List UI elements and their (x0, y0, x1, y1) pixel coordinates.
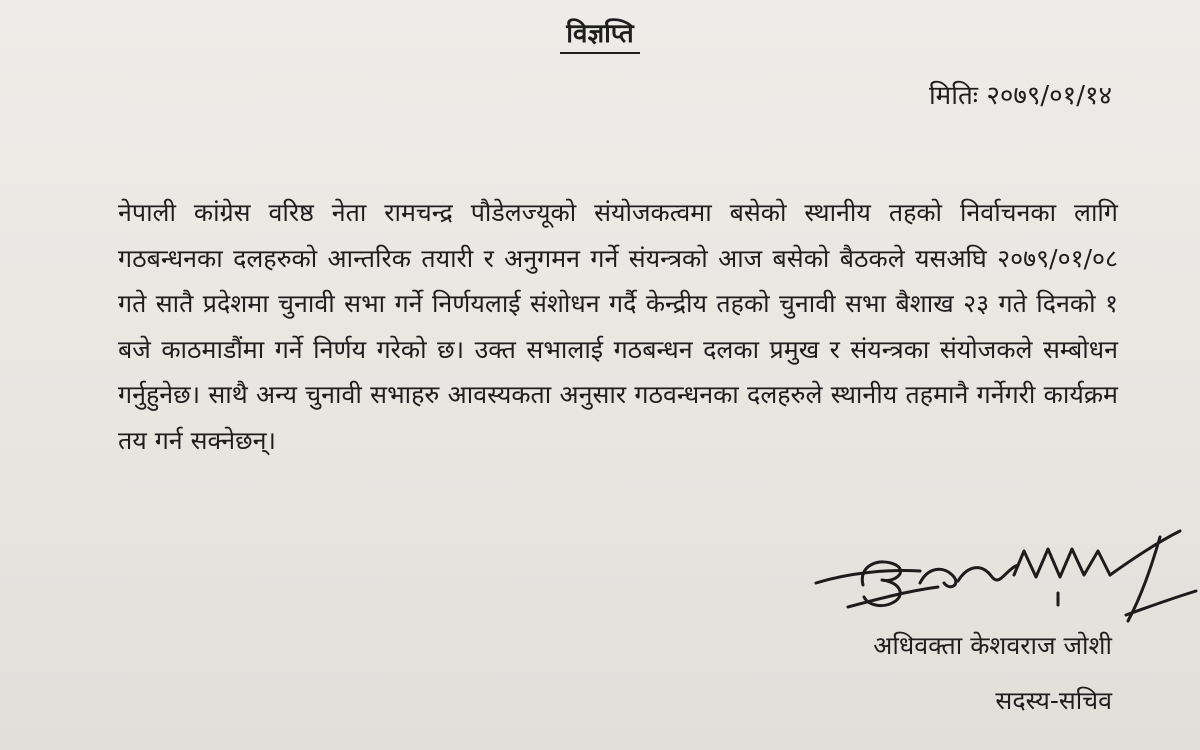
date-label: मितिः (928, 81, 979, 111)
notice-title-text: विज्ञप्ति (560, 14, 639, 54)
date-value: २०७९/०१/१४ (986, 81, 1112, 111)
signer-title: सदस्य-सचिव (995, 686, 1112, 715)
signer-name: अधिवक्ता केशवराज जोशी (873, 631, 1112, 660)
notice-body: नेपाली कांग्रेस वरिष्ठ नेता रामचन्द्र पौडेलज्यूको संयोजकत्वमा बसेको स्थानीय तहको निर्वाचनका लागि गठबन्धनका दलहरुको आन्तरिक तयारी र अनुगमन गर्ने संयन्त्रको आज बसेको बैठकले यसअघि २०७९/०१/०८ गते सातै प्रदेशमा चुनावी सभा गर्ने निर्णयलाई संशोधन गर्दै केन्द्रीय तहको चुनावी सभा बैशाख २३ गते दिनको १ बजे काठमाडौंमा गर्ने निर्णय गरेको छ। उक्त सभालाई गठबन्धन दलका प्रमुख र संयन्त्रका संयोजकले सम्बोधन गर्नुहुनेछ। साथै अन्य चुनावी सभाहरु आवस्यकता अनुसार गठवन्धनका दलहरुले स्थानीय तहमानै गर्नेगरी कार्यक्रम तय गर्न सक्नेछन्। (118, 198, 1118, 455)
date-line (929, 76, 1112, 112)
signature (808, 525, 1198, 625)
notice-title (0, 14, 1200, 54)
